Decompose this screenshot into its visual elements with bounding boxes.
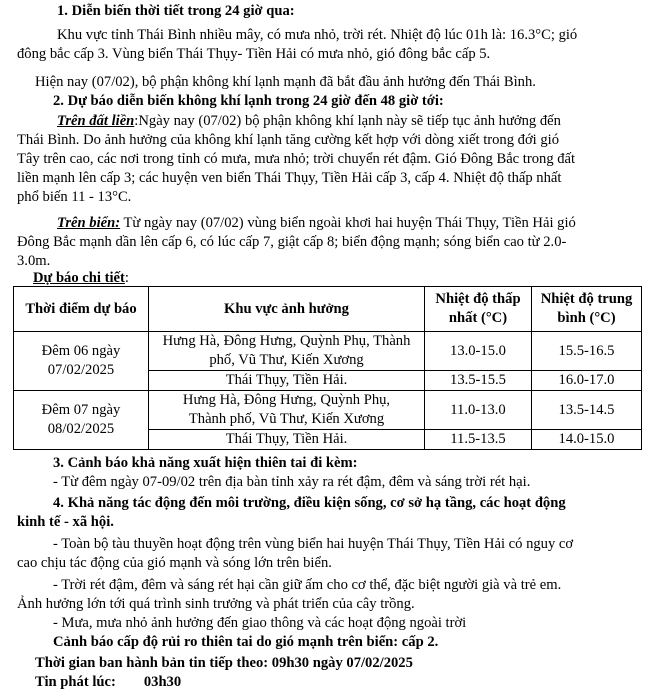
section-2-heading: 2. Dự báo diễn biến không khí lạnh trong 24 giờ đến 48 giờ tới: xyxy=(53,93,444,109)
impact-bullet-1-line-2: cao chịu tác động của gió mạnh và sóng lớn trên biển. xyxy=(17,555,332,571)
table-header-row xyxy=(14,287,642,332)
land-forecast-line-3: Tây trên cao, các nơi trong tỉnh có mưa, mưa nhỏ; trời chuyển rét đậm. Gió Đông Bắc trong đất xyxy=(17,151,576,167)
impact-bullet-1-line-1: - Toàn bộ tàu thuyền hoạt động trên vùng biển hai huyện Thái Thụy, Tiền Hải có nguy cơ xyxy=(53,536,574,552)
cell-avg-temp: 16.0-17.0 xyxy=(532,371,642,391)
sea-forecast-label: Trên biển: xyxy=(57,215,121,231)
header-min-temp: Nhiệt độ thấp nhất (°C) xyxy=(425,287,532,332)
header-avg-temp: Nhiệt độ trung bình (°C) xyxy=(532,287,642,332)
cell-min-temp: 11.0-13.0 xyxy=(425,391,532,430)
impact-bullet-2-line-1: - Trời rét đậm, đêm và sáng rét hại cần giữ ấm cho cơ thể, đặc biệt người già và trẻ em. xyxy=(53,577,562,593)
sea-forecast-line-2: Đông Bắc mạnh dần lên cấp 6, có lúc cấp 7, giật cấp 8; biển động mạnh; sóng biển cao từ 2.0- xyxy=(17,234,567,250)
land-forecast-line-2: Thái Bình. Do ảnh hưởng của không khí lạnh tăng cường kết hợp với dòng xiết trong đới gió xyxy=(17,132,560,148)
cell-time: Đêm 07 ngày 08/02/2025 xyxy=(14,391,149,450)
section-3-heading: 3. Cảnh báo khả năng xuất hiện thiên tai đi kèm: xyxy=(53,455,358,471)
cell-min-temp: 13.5-15.5 xyxy=(425,371,532,391)
land-forecast-label: Trên đất liền xyxy=(57,113,135,129)
cell-avg-temp: 14.0-15.0 xyxy=(532,430,642,450)
land-forecast-line-4: liền mạnh lên cấp 3; các huyện ven biển Thái Thụy, Tiền Hải cấp 3, cấp 4. Nhiệt độ thấp nhất xyxy=(17,170,562,186)
impact-bullet-3: - Mưa, mưa nhỏ ảnh hưởng đến giao thông và các hoạt động ngoài trời xyxy=(53,615,467,631)
cell-area: Thái Thụy, Tiền Hải. xyxy=(149,430,425,450)
cell-avg-temp: 13.5-14.5 xyxy=(532,391,642,430)
sea-forecast-line-3: 3.0m. xyxy=(17,253,51,269)
section-1-paragraph-line-2: đông bắc cấp 3. Vùng biển Thái Thụy- Tiền Hải có mưa nhỏ, gió đông bắc cấp 5. xyxy=(17,46,491,62)
cell-time: Đêm 06 ngày 07/02/2025 xyxy=(14,332,149,391)
section-1-heading: 1. Diễn biến thời tiết trong 24 giờ qua: xyxy=(57,3,295,19)
cell-area: Hưng Hà, Đông Hưng, Quỳnh Phụ, Thành phố, Vũ Thư, Kiến Xương xyxy=(149,391,425,430)
header-area: Khu vực ảnh hưởng xyxy=(149,287,425,332)
cell-min-temp: 11.5-13.5 xyxy=(425,430,532,450)
section-1-paragraph-line-1: Khu vực tỉnh Thái Bình nhiều mây, có mưa nhỏ, trời rét. Nhiệt độ lúc 01h là: 16.3°C; gió xyxy=(57,27,578,43)
forecast-table xyxy=(13,286,642,450)
impact-bullet-2-line-2: Ảnh hưởng lớn tới quá trình sinh trưởng và phát triển của cây trồng. xyxy=(17,596,415,612)
next-issue-time: Thời gian ban hành bản tin tiếp theo: 09h30 ngày 07/02/2025 xyxy=(35,655,413,671)
detail-forecast-label: Dự báo chi tiết: xyxy=(33,270,129,286)
cell-area: Hưng Hà, Đông Hưng, Quỳnh Phụ, Thành phố, Vũ Thư, Kiến Xương xyxy=(149,332,425,371)
cell-min-temp: 13.0-15.0 xyxy=(425,332,532,371)
header-time: Thời điểm dự báo xyxy=(14,287,149,332)
land-forecast-line-5: phổ biến 11 - 13°C. xyxy=(17,189,132,205)
table-row xyxy=(14,332,642,371)
section-4-heading-line-1: 4. Khả năng tác động đến môi trường, điều kiện sống, cơ sở hạ tầng, các hoạt động xyxy=(53,495,566,511)
cell-avg-temp: 15.5-16.5 xyxy=(532,332,642,371)
section-4-heading-line-2: kinh tế - xã hội. xyxy=(17,514,114,530)
table-row xyxy=(14,391,642,430)
section-3-line: - Từ đêm ngày 07-09/02 trên địa bàn tỉnh xảy ra rét đậm, đêm và sáng trời rét hại. xyxy=(53,474,531,490)
land-forecast-line-1: Trên đất liền:Ngày nay (07/02) bộ phận không khí lạnh này sẽ tiếp tục ảnh hưởng đến xyxy=(57,113,561,129)
risk-level-warning: Cảnh báo cấp độ rủi ro thiên tai do gió mạnh trên biển: cấp 2. xyxy=(53,634,439,650)
section-1-current-status: Hiện nay (07/02), bộ phận không khí lạnh mạnh đã bắt đầu ảnh hưởng đến Thái Bình. xyxy=(35,74,536,90)
issued-at: Tin phát lúc: 03h30 xyxy=(35,674,182,690)
cell-area: Thái Thụy, Tiền Hải. xyxy=(149,371,425,391)
sea-forecast-line-1: Trên biển: Từ ngày nay (07/02) vùng biển ngoài khơi hai huyện Thái Thụy, Tiền Hải gió xyxy=(57,215,576,231)
